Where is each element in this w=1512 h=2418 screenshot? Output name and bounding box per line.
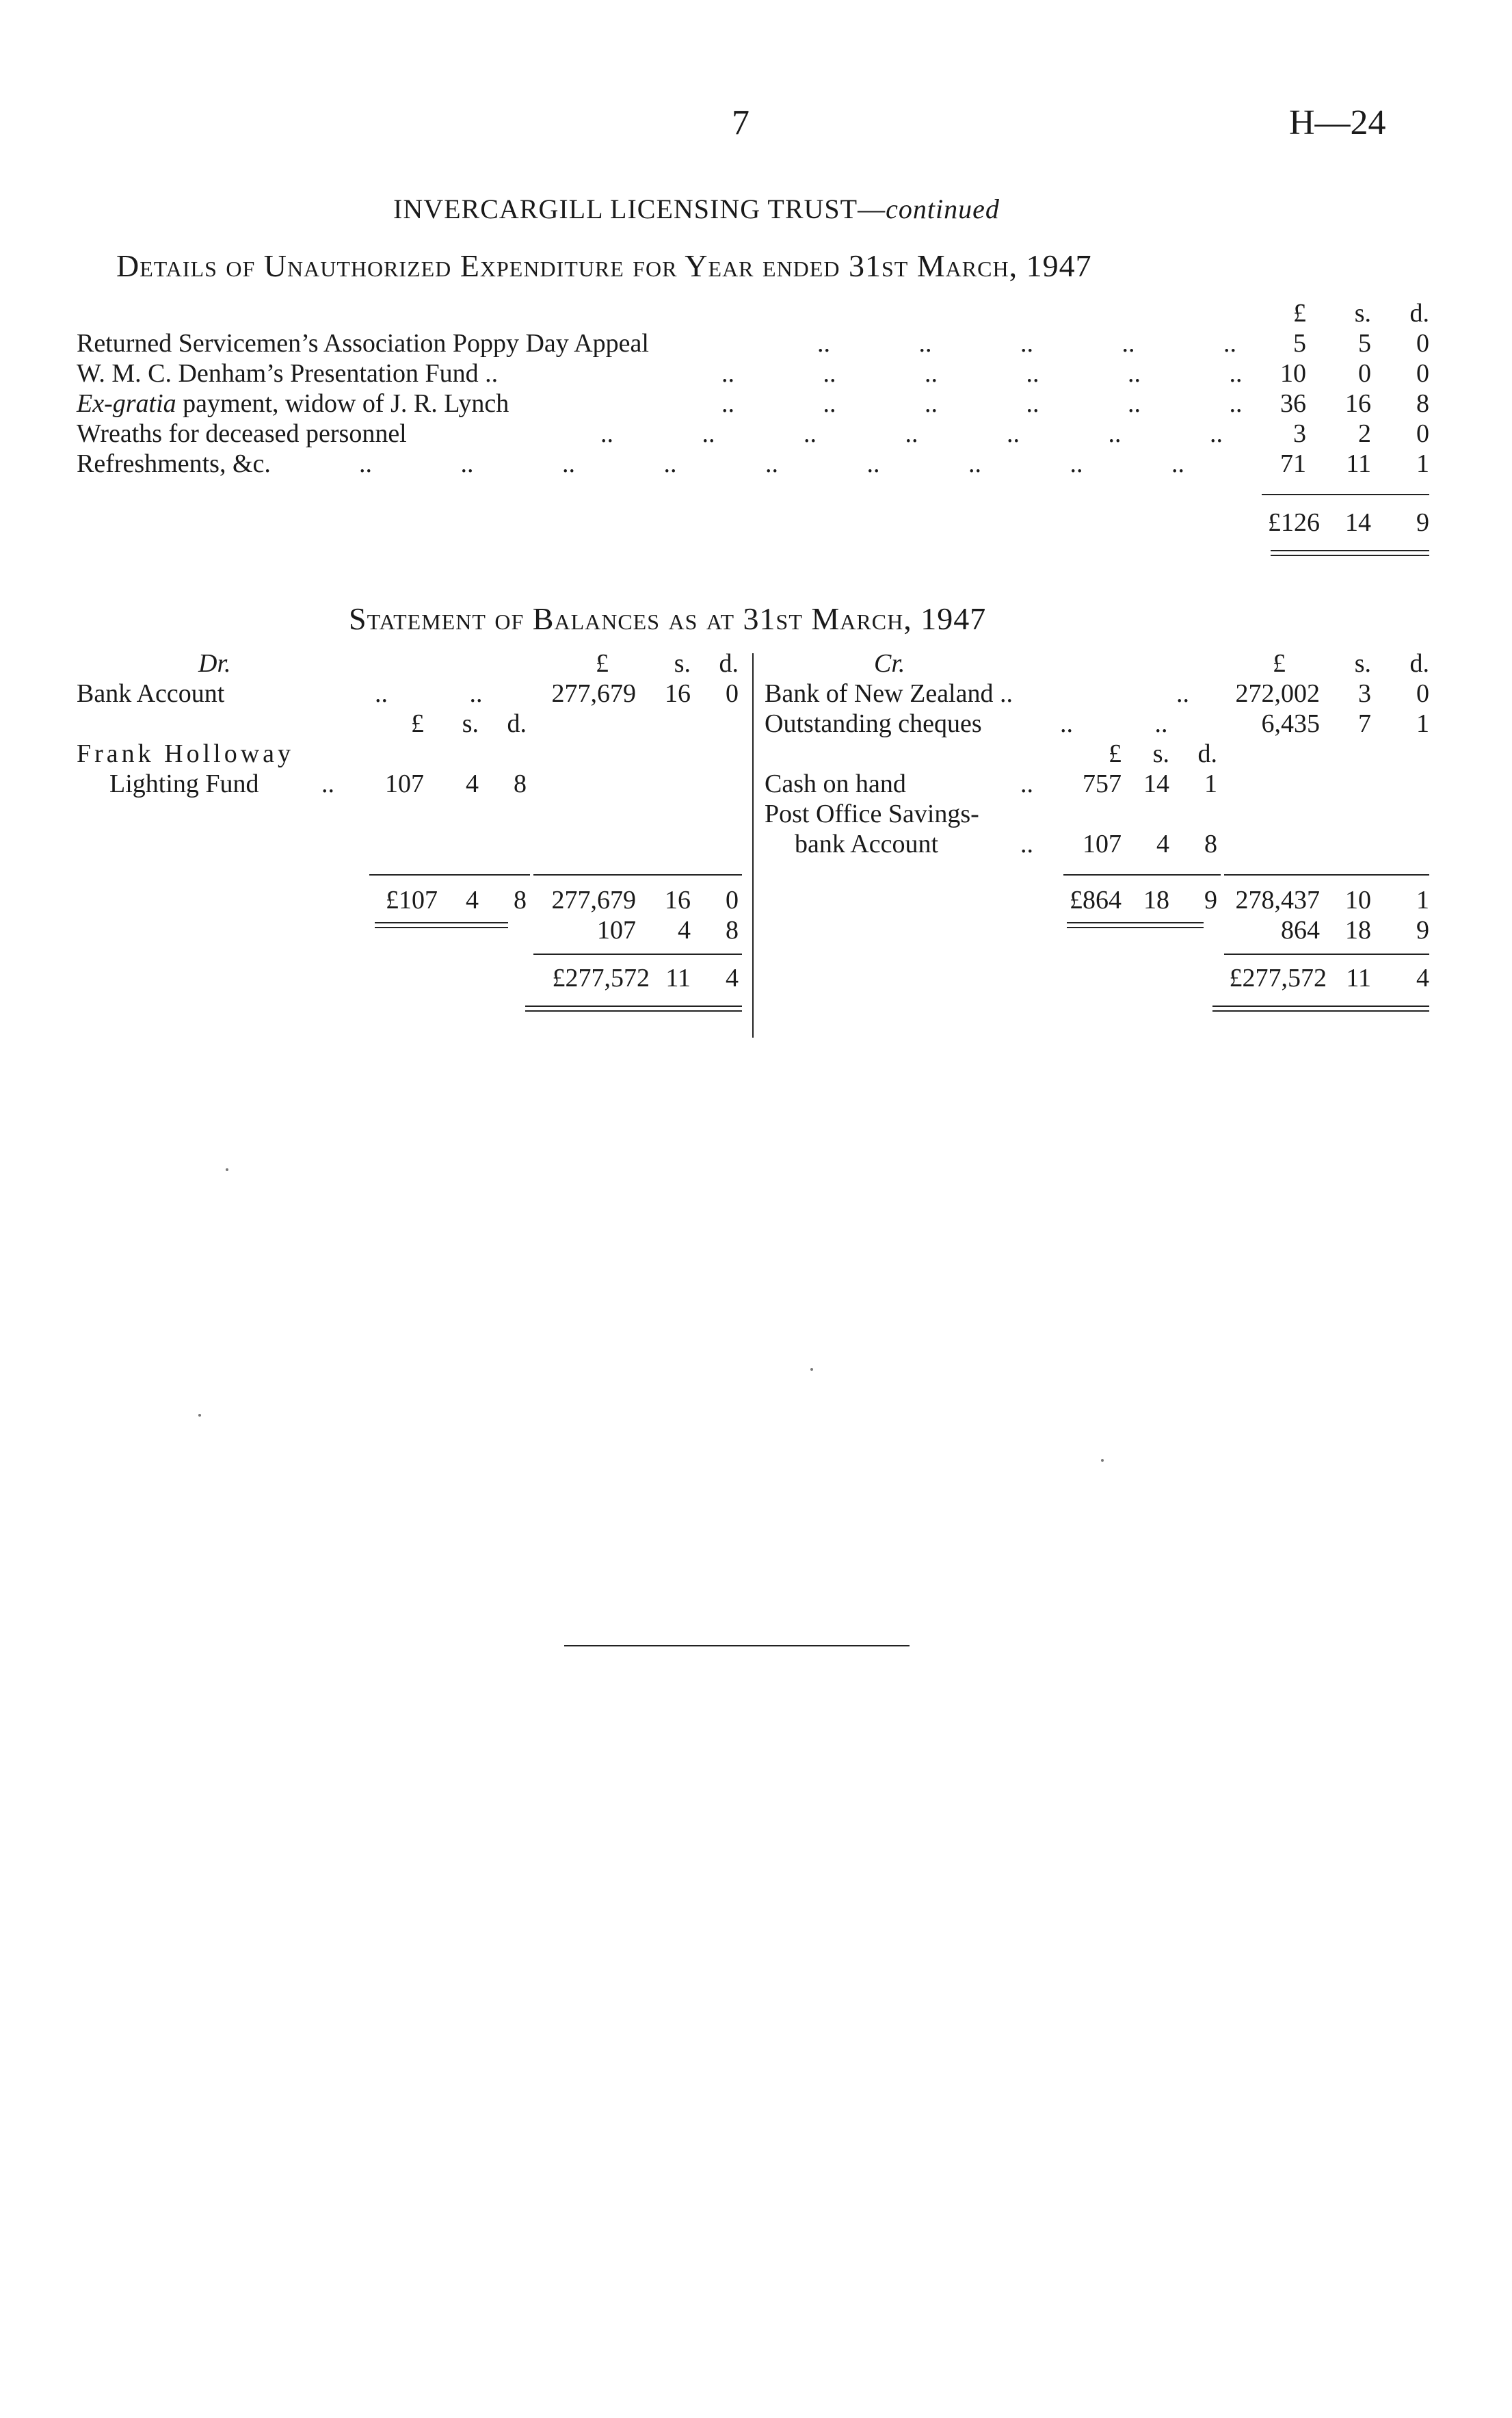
row-label: Wreaths for deceased personnel: [77, 419, 407, 448]
cr-subtotal-pounds: £864: [1070, 886, 1122, 915]
dr-grand-double-rule: [525, 1006, 742, 1012]
cheques-pounds: 6,435: [1261, 709, 1320, 738]
leader-dots: ..: [1176, 679, 1189, 708]
cheques-shillings: 7: [1358, 709, 1371, 738]
dr-header-pence: d.: [719, 649, 739, 678]
amount-pence: 0: [1416, 329, 1429, 358]
amount-shillings: 5: [1358, 329, 1371, 358]
cr-subtotal-shillings: 18: [1143, 886, 1169, 915]
page-number: 7: [732, 103, 750, 142]
bnz-pounds: 272,002: [1235, 679, 1320, 708]
bank-account-shillings: 16: [665, 679, 691, 708]
amount-pounds: 3: [1293, 419, 1306, 448]
row-label-italic: Ex-gratia: [77, 389, 176, 418]
dr-grand-pence: 4: [726, 964, 739, 993]
post-office-label: Post Office Savings-: [765, 800, 979, 828]
dr-sub-header-pounds: £: [411, 709, 424, 738]
paper-speck: [198, 1414, 201, 1417]
cr-grand-pence: 4: [1416, 964, 1429, 993]
amount-shillings: 2: [1358, 419, 1371, 448]
dr-grand-rule: [533, 954, 742, 955]
dr-sub-header-shillings: s.: [462, 709, 479, 738]
cr-coltotal-pence: 1: [1416, 886, 1429, 915]
post-pence: 8: [1204, 830, 1217, 858]
post-pounds: 107: [1083, 830, 1122, 858]
dr-coltotal-pence: 0: [726, 886, 739, 915]
lighting-fund-label: Lighting Fund: [109, 770, 259, 798]
leader-dots: ..: [1020, 770, 1033, 798]
paper-speck: [810, 1368, 813, 1371]
cr-header-pence: d.: [1409, 649, 1429, 678]
bnz-label: Bank of New Zealand ..: [765, 679, 1013, 708]
row-label: Refreshments, &c.: [77, 449, 271, 478]
leader-dots: .. ..: [375, 679, 483, 708]
dr-less-pence: 8: [726, 916, 739, 945]
balances-heading: Statement of Balances as at 31st March, 1947: [349, 601, 987, 636]
cash-shillings: 14: [1143, 770, 1169, 798]
post-shillings: 4: [1156, 830, 1169, 858]
leader-dots: .. ..: [1060, 709, 1168, 738]
amount-pence: 0: [1416, 419, 1429, 448]
unauth-total-rule: [1262, 494, 1429, 495]
row-label: [77, 389, 509, 419]
dr-grand-shillings: 11: [665, 964, 691, 993]
amount-pounds: 5: [1293, 329, 1306, 358]
closing-rule: [564, 1645, 910, 1646]
unauth-total-shillings: 14: [1345, 508, 1371, 537]
dr-sub-header-pence: d.: [507, 709, 527, 738]
page-title-continued: continued: [886, 194, 1000, 224]
amount-pounds: 71: [1280, 449, 1306, 478]
dr-sub-double-rule: [375, 922, 508, 928]
cheques-label: Outstanding cheques: [765, 709, 982, 738]
cr-grand-double-rule: [1212, 1006, 1429, 1012]
bnz-shillings: 3: [1358, 679, 1371, 708]
cr-less-shillings: 18: [1345, 916, 1371, 945]
cr-sub-header-pounds: £: [1109, 739, 1122, 768]
leader-dots: .. .. .. .. ..: [817, 329, 1236, 358]
dr-less-shillings: 4: [678, 916, 691, 945]
amount-pence: 1: [1416, 449, 1429, 478]
cr-header-pounds: £: [1273, 649, 1286, 678]
cr-grand-pounds: £277,572: [1229, 964, 1327, 993]
dr-less-pounds: 107: [597, 916, 636, 945]
dr-subtotal-shillings: 4: [466, 886, 479, 915]
dr-header-shillings: s.: [674, 649, 691, 678]
page-title-main: INVERCARGILL LICENSING TRUST—: [393, 194, 886, 224]
unauthorized-expenditure-heading: Details of Unauthorized Expenditure for Year ended 31st March, 1947: [116, 248, 1092, 283]
bnz-pence: 0: [1416, 679, 1429, 708]
cr-subtotal-pence: 9: [1204, 886, 1217, 915]
dr-label: Dr.: [198, 649, 231, 678]
row-label-rest: payment, widow of J. R. Lynch: [176, 389, 509, 418]
cr-grand-rule: [1224, 954, 1429, 955]
frank-shillings: 4: [466, 770, 479, 798]
leader-dots: ..: [321, 770, 334, 798]
paper-speck: [1101, 1459, 1104, 1462]
dr-subtotal-pounds: £107: [386, 886, 438, 915]
unauth-total-pounds: £126: [1268, 508, 1320, 537]
frank-pounds: 107: [385, 770, 424, 798]
leader-dots: .. .. .. .. .. ..: [721, 389, 1243, 418]
cr-sub-double-rule: [1067, 922, 1204, 928]
cr-sub-rule: [1063, 874, 1221, 876]
dr-grand-pounds: £277,572: [552, 964, 650, 993]
cr-sub-header-pence: d.: [1197, 739, 1217, 768]
cheques-pence: 1: [1416, 709, 1429, 738]
dr-coltotal-pounds: 277,679: [551, 886, 636, 915]
frank-holloway-label: Frank Holloway: [77, 739, 295, 768]
dr-main-rule: [533, 874, 742, 876]
cr-label: Cr.: [874, 649, 905, 678]
cr-less-pence: 9: [1416, 916, 1429, 945]
dr-subtotal-pence: 8: [514, 886, 527, 915]
amount-pence: 0: [1416, 359, 1429, 388]
row-label: Returned Servicemen’s Association Poppy Day Appeal: [77, 329, 649, 358]
document-reference: H—24: [1289, 103, 1386, 142]
cash-label: Cash on hand: [765, 770, 906, 798]
cash-pounds: 757: [1083, 770, 1122, 798]
dr-header-pounds: £: [596, 649, 609, 678]
frank-pence: 8: [514, 770, 527, 798]
cash-pence: 1: [1204, 770, 1217, 798]
bank-account-label: Bank Account: [77, 679, 225, 708]
cr-coltotal-pounds: 278,437: [1235, 886, 1320, 915]
amount-shillings: 0: [1358, 359, 1371, 388]
unauth-header-pence: d.: [1409, 299, 1429, 328]
dr-coltotal-shillings: 16: [665, 886, 691, 915]
unauth-header-shillings: s.: [1354, 299, 1371, 328]
cr-grand-shillings: 11: [1346, 964, 1371, 993]
bank-account-pounds: 277,679: [551, 679, 636, 708]
leader-dots: .. .. .. .. .. .. .. .. ..: [359, 449, 1184, 478]
page-title: [393, 193, 1000, 225]
cr-coltotal-shillings: 10: [1345, 886, 1371, 915]
amount-pounds: 10: [1280, 359, 1306, 388]
cr-less-pounds: 864: [1281, 916, 1320, 945]
amount-shillings: 16: [1345, 389, 1371, 418]
cr-sub-header-shillings: s.: [1152, 739, 1169, 768]
unauth-total-double-rule: [1271, 550, 1429, 556]
amount-pence: 8: [1416, 389, 1429, 418]
leader-dots: ..: [1020, 830, 1033, 858]
cr-main-rule: [1224, 874, 1429, 876]
leader-dots: .. .. .. .. .. .. ..: [600, 419, 1223, 448]
amount-shillings: 11: [1346, 449, 1371, 478]
savings-bank-label: bank Account: [795, 830, 939, 858]
row-label: W. M. C. Denham’s Presentation Fund ..: [77, 359, 499, 388]
center-divider: [752, 653, 754, 1038]
dr-sub-rule: [369, 874, 530, 876]
paper-speck: [226, 1168, 228, 1171]
leader-dots: .. .. .. .. .. ..: [721, 359, 1243, 388]
amount-pounds: 36: [1280, 389, 1306, 418]
unauth-total-pence: 9: [1416, 508, 1429, 537]
bank-account-pence: 0: [726, 679, 739, 708]
cr-header-shillings: s.: [1354, 649, 1371, 678]
unauth-header-pounds: £: [1293, 299, 1306, 328]
